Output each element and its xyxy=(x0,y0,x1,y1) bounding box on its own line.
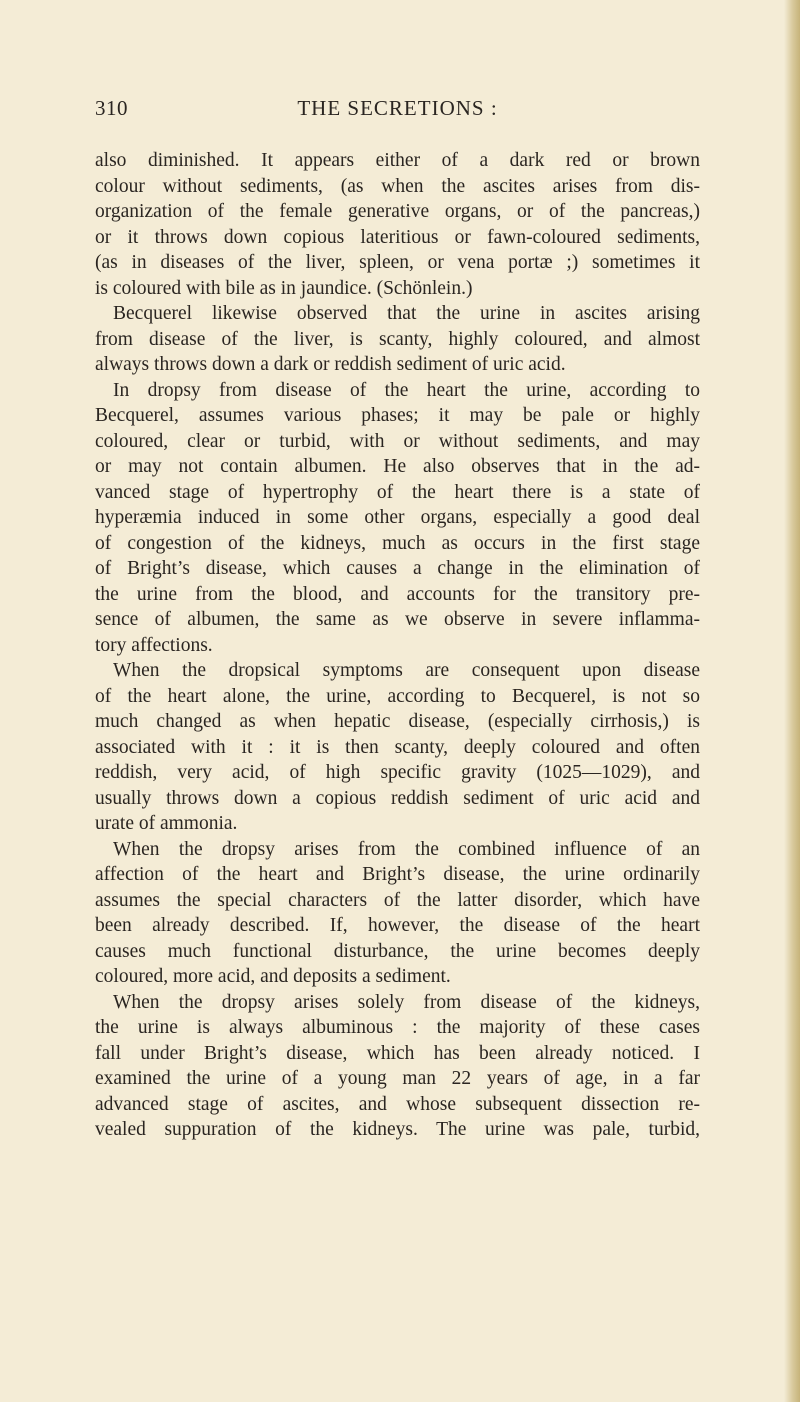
text-line: coloured, more acid, and deposits a sediment. xyxy=(95,966,451,987)
text-line: When the dropsy arises solely from disease of the kidneys, xyxy=(113,991,700,1013)
text-line: been already described. If, however, the disease of the heart xyxy=(95,915,700,936)
text-line: sence of albumen, the same as we observe in severe inflamma- xyxy=(95,609,700,630)
text-line: much changed as when hepatic disease, (especially cirrhosis,) is xyxy=(95,711,700,732)
body-text xyxy=(95,148,700,1143)
text-line: Becquerel likewise observed that the urine in ascites arising xyxy=(113,303,700,324)
text-line: of Bright’s disease, which causes a change in the elimination of xyxy=(95,558,700,579)
text-line: or it throws down copious lateritious or fawn-coloured sediments, xyxy=(95,226,700,248)
text-line: the urine from the blood, and accounts for the transitory pre- xyxy=(95,583,700,605)
text-line: of congestion of the kidneys, much as occurs in the first stage xyxy=(95,532,700,554)
text-line: or may not contain albumen. He also observes that in the ad- xyxy=(95,456,700,477)
text-line: of the heart alone, the urine, according to Becquerel, is not so xyxy=(95,685,700,707)
text-line: Becquerel, assumes various phases; it may be pale or highly xyxy=(95,405,700,426)
text-line: causes much functional disturbance, the urine becomes deeply xyxy=(95,940,700,962)
text-line: reddish, very acid, of high specific gravity (1025—1029), and xyxy=(95,762,700,783)
text-line: colour without sediments, (as when the ascites arises from dis- xyxy=(95,175,700,197)
running-head: THE SECRETIONS : xyxy=(297,96,498,120)
text-line: associated with it : it is then scanty, deeply coloured and often xyxy=(95,736,700,758)
text-line: organization of the female generative organs, or of the pancreas,) xyxy=(95,201,700,222)
text-line: urate of ammonia. xyxy=(95,813,238,834)
text-line: the urine is always albuminous : the majority of these cases xyxy=(95,1017,700,1038)
text-line: coloured, clear or turbid, with or without sediments, and may xyxy=(95,430,700,452)
text-line: hyperæmia induced in some other organs, especially a good deal xyxy=(95,507,700,528)
text-line: always throws down a dark or reddish sediment of uric acid. xyxy=(95,354,566,375)
page-number: 310 xyxy=(95,96,128,120)
text-line: advanced stage of ascites, and whose subsequent dissection re- xyxy=(95,1093,700,1115)
text-line: also diminished. It appears either of a dark red or brown xyxy=(95,150,700,171)
text-line: (as in diseases of the liver, spleen, or vena portæ ;) sometimes it xyxy=(95,252,700,273)
text-line: fall under Bright’s disease, which has been already noticed. I xyxy=(95,1042,700,1064)
text-line: usually throws down a copious reddish sediment of uric acid and xyxy=(95,787,700,809)
text-line: tory affections. xyxy=(95,634,213,656)
page-header xyxy=(95,96,700,126)
text-line: from disease of the liver, is scanty, highly coloured, and almost xyxy=(95,328,700,350)
text-line: vanced stage of hypertrophy of the heart there is a state of xyxy=(95,481,700,503)
text-line: In dropsy from disease of the heart the urine, according to xyxy=(113,379,700,401)
text-line: examined the urine of a young man 22 years of age, in a far xyxy=(95,1068,700,1089)
page-edge-shadow xyxy=(784,0,800,1402)
text-line: When the dropsy arises from the combined influence of an xyxy=(113,838,700,860)
text-line: is coloured with bile as in jaundice. (Schönlein.) xyxy=(95,277,473,299)
text-line: When the dropsical symptoms are consequent upon disease xyxy=(113,660,700,681)
text-line: assumes the special characters of the latter disorder, which have xyxy=(95,889,700,911)
text-line: affection of the heart and Bright’s disease, the urine ordinarily xyxy=(95,864,700,885)
text-line: vealed suppuration of the kidneys. The urine was pale, turbid, xyxy=(95,1119,700,1140)
